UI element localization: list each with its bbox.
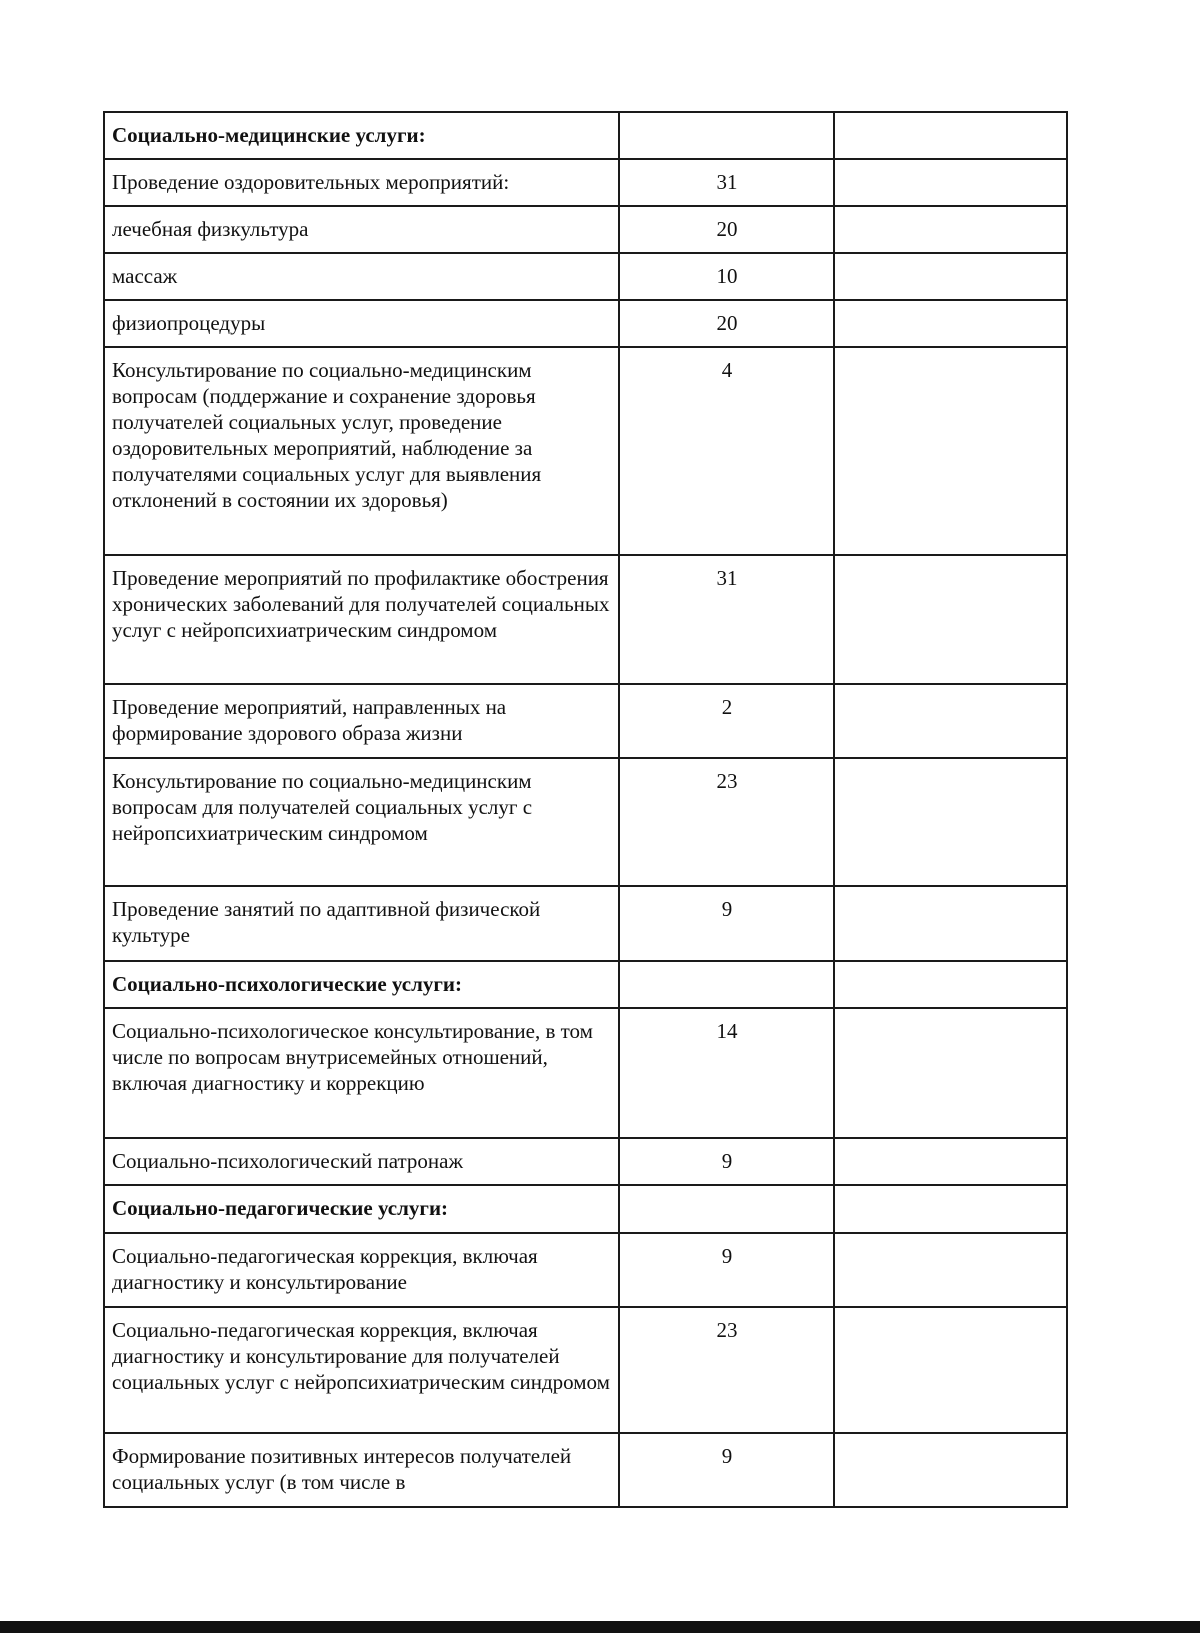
table-row <box>104 1433 1067 1507</box>
section-title: Социально-медицинские услуги: <box>112 123 426 147</box>
table-row <box>104 1138 1067 1185</box>
section-title: Социально-педагогические услуги: <box>112 1196 449 1220</box>
service-name-cell <box>104 112 619 159</box>
table-row-section <box>104 961 1067 1008</box>
service-name-cell <box>104 300 619 347</box>
empty-cell <box>834 1008 1067 1138</box>
service-count-cell <box>619 1307 834 1433</box>
service-name: Консультирование по социально-медицинским вопросам (поддержание и сохранение здоровья получателей социальных услуг, проведение оздоровительных мероприятий, наблюдение за получателями социальных услуг для выявления отклонений в состоянии их здоровья) <box>112 358 542 512</box>
table-row <box>104 1307 1067 1433</box>
services-table-body <box>104 112 1067 1507</box>
service-count-cell <box>619 961 834 1008</box>
scan-edge-bar <box>0 1621 1200 1633</box>
service-name: Консультирование по социально-медицинским вопросам для получателей социальных услуг с нейропсихиатрическим синдромом <box>112 769 533 845</box>
empty-cell <box>834 758 1067 886</box>
service-name: Социально-педагогическая коррекция, включая диагностику и консультирование <box>112 1244 538 1294</box>
service-count-cell <box>619 112 834 159</box>
service-name: Проведение оздоровительных мероприятий: <box>112 170 510 194</box>
service-count: 31 <box>716 566 738 590</box>
empty-cell <box>834 206 1067 253</box>
service-name: физиопроцедуры <box>112 311 266 335</box>
service-name: лечебная физкультура <box>112 217 309 241</box>
empty-cell <box>834 1185 1067 1233</box>
service-count: 20 <box>716 311 738 335</box>
service-name-cell <box>104 555 619 684</box>
empty-cell <box>834 886 1067 961</box>
empty-cell <box>834 300 1067 347</box>
empty-cell <box>834 159 1067 206</box>
table-row <box>104 886 1067 961</box>
empty-cell <box>834 555 1067 684</box>
table-row <box>104 347 1067 555</box>
service-count-cell <box>619 206 834 253</box>
empty-cell <box>834 1233 1067 1307</box>
service-name-cell <box>104 758 619 886</box>
service-count-cell <box>619 1233 834 1307</box>
service-count-cell <box>619 555 834 684</box>
service-count: 2 <box>721 695 733 719</box>
service-count: 20 <box>716 217 738 241</box>
service-name-cell <box>104 1185 619 1233</box>
service-count: 9 <box>721 897 733 921</box>
table-row <box>104 1233 1067 1307</box>
service-count: 23 <box>716 1318 738 1342</box>
service-name: Социально-психологический патронаж <box>112 1149 464 1173</box>
service-count-cell <box>619 886 834 961</box>
service-count: 23 <box>716 769 738 793</box>
service-name: Проведение мероприятий, направленных на формирование здорового образа жизни <box>112 695 507 745</box>
service-count-cell <box>619 684 834 758</box>
service-name: Формирование позитивных интересов получателей социальных услуг (в том числе в <box>112 1444 572 1494</box>
table-row-section <box>104 1185 1067 1233</box>
service-name: Проведение занятий по адаптивной физической культуре <box>112 897 541 947</box>
service-count-cell <box>619 253 834 300</box>
service-count-cell <box>619 758 834 886</box>
empty-cell <box>834 1307 1067 1433</box>
table-row <box>104 555 1067 684</box>
empty-cell <box>834 347 1067 555</box>
service-count: 4 <box>721 358 733 382</box>
service-name-cell <box>104 206 619 253</box>
table-row <box>104 758 1067 886</box>
empty-cell <box>834 1433 1067 1507</box>
service-name: Социально-педагогическая коррекция, включая диагностику и консультирование для получателей социальных услуг с нейропсихиатрическим синдромом <box>112 1318 610 1394</box>
service-count: 10 <box>716 264 738 288</box>
service-name: Социально-психологическое консультирование, в том числе по вопросам внутрисемейных отношений, включая диагностику и коррекцию <box>112 1019 593 1095</box>
empty-cell <box>834 253 1067 300</box>
table-row-section <box>104 112 1067 159</box>
table-row <box>104 253 1067 300</box>
service-count-cell <box>619 1433 834 1507</box>
empty-cell <box>834 961 1067 1008</box>
table-row <box>104 1008 1067 1138</box>
service-count-cell <box>619 159 834 206</box>
empty-cell <box>834 112 1067 159</box>
service-count-cell <box>619 1008 834 1138</box>
service-name-cell <box>104 1008 619 1138</box>
service-count-cell <box>619 1138 834 1185</box>
service-name: Проведение мероприятий по профилактике обострения хронических заболеваний для получателей социальных услуг с нейропсихиатрическим синдромом <box>112 566 610 642</box>
table-row <box>104 159 1067 206</box>
empty-cell <box>834 684 1067 758</box>
service-name-cell <box>104 684 619 758</box>
service-name-cell <box>104 1233 619 1307</box>
service-count-cell <box>619 347 834 555</box>
table-row <box>104 300 1067 347</box>
service-name-cell <box>104 886 619 961</box>
service-name-cell <box>104 347 619 555</box>
service-count: 9 <box>721 1444 733 1468</box>
service-name-cell <box>104 961 619 1008</box>
service-name-cell <box>104 253 619 300</box>
table-row <box>104 206 1067 253</box>
empty-cell <box>834 1138 1067 1185</box>
service-count-cell <box>619 1185 834 1233</box>
services-table <box>103 111 1068 1508</box>
service-name-cell <box>104 1138 619 1185</box>
service-count: 9 <box>721 1149 733 1173</box>
service-count-cell <box>619 300 834 347</box>
service-name: массаж <box>112 264 178 288</box>
service-count: 14 <box>716 1019 738 1043</box>
service-name-cell <box>104 1307 619 1433</box>
service-name-cell <box>104 159 619 206</box>
service-count: 31 <box>716 170 738 194</box>
table-row <box>104 684 1067 758</box>
service-count: 9 <box>721 1244 733 1268</box>
section-title: Социально-психологические услуги: <box>112 972 462 996</box>
service-name-cell <box>104 1433 619 1507</box>
